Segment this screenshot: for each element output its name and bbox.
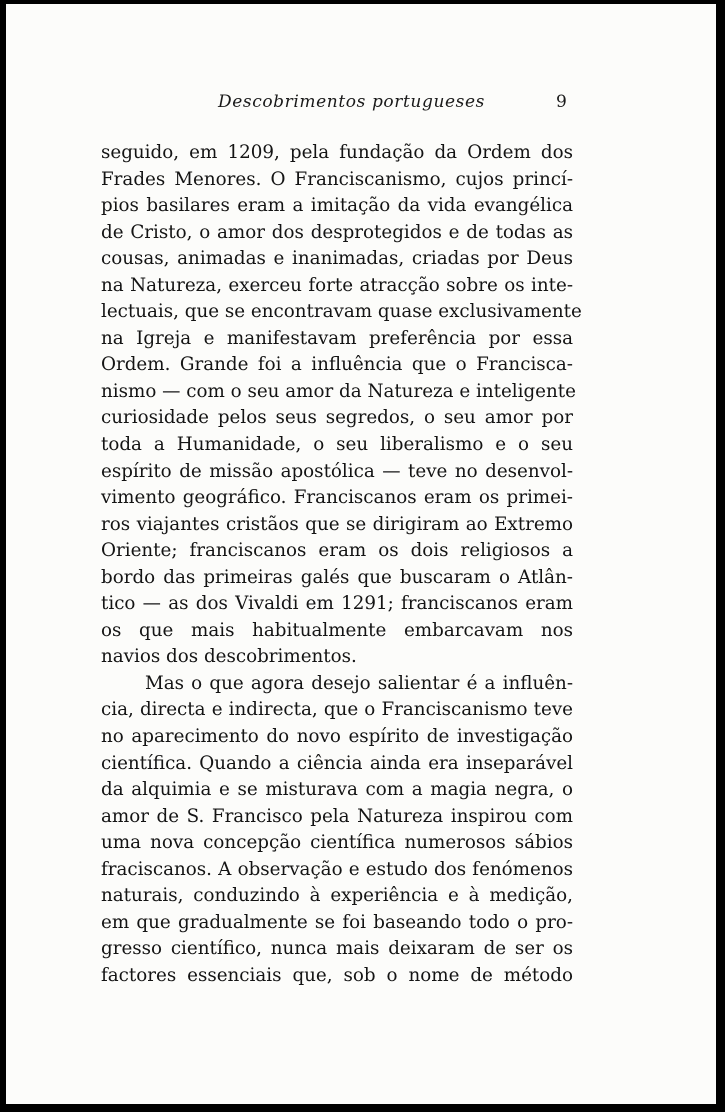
text-line: científica. Quando a ciência ainda era inseparável — [101, 752, 573, 774]
text-line: cia, directa e indirecta, que o Franciscanismo teve — [101, 699, 573, 721]
text-line: naturais, conduzindo à experiência e à medição, — [101, 885, 573, 907]
text-line: no aparecimento do novo espírito de investigação — [101, 726, 573, 748]
text-line: ros viajantes cristãos que se dirigiram ao Extremo — [101, 513, 573, 535]
text-line: pios basilares eram a imitação da vida evangélica — [101, 195, 573, 217]
text-line: de Cristo, o amor dos desprotegidos e de todas as — [101, 221, 573, 243]
text-line: factores essenciais que, sob o nome de método — [101, 964, 573, 986]
text-line: Ordem. Grande foi a influência que o Francisca- — [101, 354, 573, 376]
text-line: bordo das primeiras galés que buscaram o Atlân- — [101, 566, 573, 588]
text-line: na Igreja e manifestavam preferência por essa — [101, 327, 573, 349]
text-line: uma nova concepção científica numerosos sábios — [101, 832, 573, 854]
text-line: toda a Humanidade, o seu liberalismo e o seu — [101, 434, 573, 456]
running-title: Descobrimentos portugueses — [218, 92, 485, 112]
text-line: lectuais, que se encontravam quase exclusivamente — [101, 301, 582, 323]
book-page — [6, 4, 716, 1104]
text-line: Oriente; franciscanos eram os dois religiosos a — [101, 540, 573, 562]
text-line: gresso científico, nunca mais deixaram de ser os — [101, 938, 573, 960]
text-line: cousas, animadas e inanimadas, criadas por Deus — [101, 248, 573, 270]
text-line: na Natureza, exerceu forte atracção sobre os inte- — [101, 274, 573, 296]
text-line: Frades Menores. O Franciscanismo, cujos princí- — [101, 168, 573, 190]
text-line: curiosidade pelos seus segredos, o seu amor por — [101, 407, 573, 429]
text-line: nismo — com o seu amor da Natureza e inteligente — [101, 380, 576, 402]
text-line: amor de S. Francisco pela Natureza inspirou com — [101, 805, 573, 827]
paragraph-end-line: navios dos descobrimentos. — [101, 646, 357, 668]
paragraph-start-line: Mas o que agora desejo salientar é a influên- — [145, 672, 573, 694]
page-number: 9 — [556, 92, 567, 112]
text-line: espírito de missão apostólica — teve no desenvol- — [101, 460, 573, 482]
running-header — [6, 92, 716, 116]
text-line: vimento geográfico. Franciscanos eram os primei- — [101, 487, 573, 509]
text-line: tico — as dos Vivaldi em 1291; franciscanos eram — [101, 593, 573, 615]
text-line: em que gradualmente se foi baseando todo o pro- — [101, 911, 573, 933]
text-line: seguido, em 1209, pela fundação da Ordem dos — [101, 142, 573, 163]
text-line: os que mais habitualmente embarcavam nos — [101, 619, 573, 641]
text-line: fraciscanos. A observação e estudo dos fenómenos — [101, 858, 573, 880]
text-line: da alquimia e se misturava com a magia negra, o — [101, 779, 573, 801]
body-text — [101, 140, 582, 990]
